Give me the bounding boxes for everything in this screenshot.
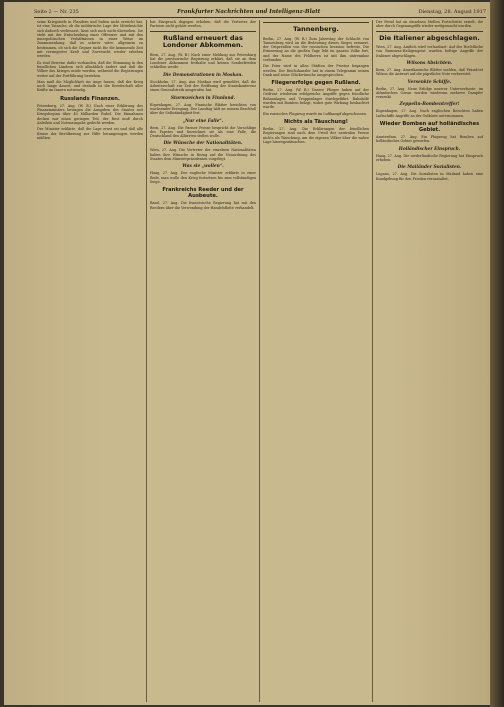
article-headline: Tannenberg.: [293, 25, 339, 33]
column-2: [147, 20, 260, 702]
article-paragraph: Man muß die Möglichkeit ins Auge fassen, daß der Krieg noch lange dauert, und deshalb ist die Bereitschaft aller Kräfte im Innern notwendig.: [37, 79, 143, 93]
article-headline: Was sie „wollen“.: [182, 164, 224, 170]
article-paragraph: Berlin, 27. Aug. (W. B.) Unsere Flieger haben auf der Ostfront wiederum erfolgreiche Angriffe gegen feindliche Bahnanlagen und Truppenlager durchgeführt. Bahnhöfe wurden mit Bomben belegt, wobei gute Wirkung beobachtet wurde.: [263, 88, 369, 110]
article-paragraph: Lugano, 27. Aug. Die Sozialisten in Mailand haben eine Kundgebung für den Frieden veranstaltet.: [376, 172, 483, 181]
article-headline: Wieder Bomben auf holländisches Gebiet.: [379, 121, 480, 134]
article-paragraph: Bern, 27. Aug. (W. B.) Nach einer Meldung aus Petersburg hat die provisorische Regierung erklärt, daß sie an dem Londoner Abkommen festhalte und keinen Sonderfrieden schließen werde.: [150, 52, 256, 70]
article-headline: Nichts als Täuschung!: [283, 118, 349, 125]
page-edge: [490, 0, 504, 707]
article-headline: Rußland erneuert das Londoner Abkommen.: [162, 33, 244, 50]
newspaper-page: [4, 2, 490, 705]
article-paragraph: Berlin, 27. Aug. Neue Erfolge unserer Unterseeboote: im Atlantischen Ozean wurden wiederum mehrere Dampfer versenkt.: [376, 86, 483, 100]
article-paragraph: Petersburg, 27. Aug. (W. B.) Nach einer Erklärung des Finanzministers betragen die Ausgaben des Staates seit Kriegsbeginn über 40 Milliarden Rubel. Die Einnahmen decken nur einen geringen Teil, der Rest muß durch Anleihen und Notenausgabe gedeckt werden.: [37, 103, 143, 125]
article-headline: Die Demonstrationen in Moskau.: [163, 72, 243, 78]
article-paragraph: Kopenhagen, 27. Aug. Finnische Blätter berichten von wachsender Erregung. Der Landtag hält an seinem Beschluß über die Selbständigkeit fest.: [150, 102, 256, 116]
divider: [263, 22, 369, 23]
article-paragraph: Haag, 27. Aug. Der englische Minister erklärte in einer Rede, man wolle den Krieg fortsetzen bis zum vollständigen Siege.: [150, 171, 256, 184]
article-headline: Holländischer Einspruch.: [398, 146, 461, 152]
article-paragraph: Berlin, 27. Aug. Die Erklärungen der feindlichen Regierungen sind nach dem Urteil der neutralen Presse nichts als Täuschung, um die eigenen Völker über die wahre Lage hinwegzutäuschen.: [263, 126, 369, 144]
article-paragraph: Der Feind hat an einzelnen Stellen Fortschritte erzielt, die aber durch Gegenangriffe wieder wettgemacht wurden.: [376, 20, 483, 29]
article-headline: Frankreichs Reeder und der Ausbeute.: [162, 187, 244, 200]
article-headline: Russlands Finanzen.: [60, 95, 120, 102]
header-date: Dienstag, 28. August 1917: [418, 9, 486, 15]
column-4: [373, 20, 486, 702]
article-paragraph: seine Kriegsziele in Flandern und Italien nicht erreicht hat, ist eine Tatsache; ob die militärische Lage der Mittelmächte sich dadurch verbessert, lässt sich noch nicht übersehen. Sie steht mit der Entscheidung einer Offensive und mit den innerpolitischen Verhältnissen in einer Weise im Zusammenhang, daß es schwer wäre, allgemein zu bestimmen, ob sich die Gegner nicht für die kommende Zeit mit verringerter Kraft und Zuversicht wieder erheben werden.: [37, 20, 143, 59]
header-masthead: Frankfurter Nachrichten und Intelligenz-Blatt: [177, 9, 321, 15]
article-paragraph: Ein russisches Flugzeug wurde im Luftkampf abgeschossen.: [263, 111, 368, 116]
article-paragraph: Amsterdam, 27. Aug. Ein Flugzeug hat Bomben auf holländisches Gebiet geworfen.: [376, 135, 483, 144]
article-paragraph: Wien, 27. Aug. Die Vertreter der einzelnen Nationalitäten haben ihre Wünsche in Bezug auf die Neuordnung des Staates dem Ministerpräsidenten vorgelegt.: [150, 148, 256, 162]
article-headline: Sturmzeichen in Finnland.: [170, 95, 236, 101]
article-paragraph: Wien, 27. Aug. Amtlich wird verlautbart: Auf der Hochfläche von Bainsizza-Heiligengeist wurden heftige Angriffe der Italiener abgeschlagen.: [376, 45, 483, 58]
article-headline: Die Wünsche der Nationalitäten.: [163, 141, 243, 147]
article-paragraph: Bern, 27. Aug. Amerikanische Blätter melden, daß Präsident Wilson die Antwort auf die päpstliche Note vorbereitet.: [376, 67, 483, 77]
article-paragraph: Stockholm, 27. Aug. Aus Moskau wird gemeldet, daß die Arbeiterschaft zur Zeit der Eröffnung der Staatskonferenz einen Generalstreik ausgerufen hat.: [150, 79, 256, 93]
article-paragraph: Basel, 27. Aug. Die französische Regierung hat mit den Reedern über die Verwendung der Handelsflotte verhandelt.: [150, 201, 256, 210]
article-paragraph: Berlin, 27. Aug. (W. B.) Zum Jahrestag der Schlacht von Tannenberg wird an die Bedeutung dieses Sieges erinnert, der Ostpreußen von der russischen Invasion befreite. Die Erinnerung an die großen Tage lebt im ganzen Volke fort, und der Name des Feldherrn ist mit ihm untrennbar verbunden.: [263, 36, 369, 62]
article-paragraph: Haag, 27. Aug. Die niederländische Regierung hat Einspruch erhoben.: [376, 153, 483, 162]
header-page-number: Seite 2 — Nr. 235: [34, 9, 79, 15]
page-header: [34, 7, 486, 18]
article-headline: Die Italiener abgeschlagen.: [379, 33, 480, 42]
column-1: [34, 20, 147, 702]
article-headline: „Nur eine Falle“.: [182, 118, 224, 124]
article-headline: Versenkte Schiffe.: [407, 79, 452, 85]
divider: [376, 31, 483, 32]
article-headline: Zeppelin-Bombentreffer!: [399, 102, 460, 108]
column-3: [260, 20, 373, 702]
article-paragraph: Bern, 27. Aug. Die Pariser Presse bespricht die Vorschläge des Papstes und bezeichnet sie als eine Falle, die Deutschland den Alliierten stellen wolle.: [150, 125, 256, 139]
article-paragraph: Es sind Beweise dafür vorhanden, daß die Stimmung in den feindlichen Ländern sich allmählich ändert und daß die Völker des Krieges müde werden, während die Regierungen weiter auf der Fortführung bestehen.: [37, 60, 143, 78]
article-paragraph: hat Einspruch dagegen erhoben, daß die Vertreter der Parteien nicht gehört werden.: [150, 20, 256, 29]
article-headline: Wilsons Absichten.: [406, 60, 453, 66]
article-headline: Die Mailänder Sozialisten.: [397, 165, 462, 171]
columns: [34, 20, 486, 702]
article-paragraph: Der Minister erklärte, daß die Lage ernst sei und daß alle Kreise der Bevölkerung zur Hilfe herangezogen werden müßten.: [37, 127, 143, 140]
article-paragraph: Kopenhagen, 27. Aug. Nach englischen Berichten haben Luftschiffe Angriffe an der Ostküste unternommen.: [376, 109, 483, 118]
article-paragraph: Die Feier wird in allen Städten der Provinz begangen werden. Der Reichskanzler hat in einem Telegramm seinen Dank und seine Glückwünsche ausgesprochen.: [263, 64, 369, 77]
article-headline: Fliegererfolge gegen Rußland.: [271, 80, 361, 87]
divider: [150, 31, 256, 32]
